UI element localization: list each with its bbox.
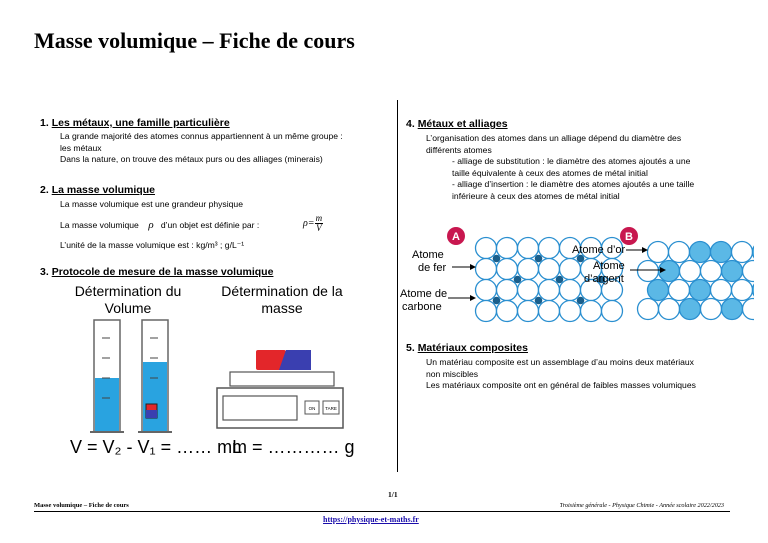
page-number: 1/1 — [388, 490, 398, 499]
iron-atom — [518, 301, 539, 322]
section-5-number: 5. — [406, 342, 415, 354]
section-2-line1: La masse volumique est une grandeur physique — [60, 199, 243, 209]
section-3-title: Protocole de mesure de la masse volumique — [51, 266, 274, 278]
section-4-body — [426, 133, 746, 202]
iron-atom — [497, 280, 518, 301]
caption-masse: Détermination de la masse — [221, 283, 343, 316]
silver-atom — [743, 299, 755, 320]
iron-atom — [497, 301, 518, 322]
silver-atom — [743, 261, 755, 282]
section-2-line2 — [60, 220, 259, 232]
silver-atom — [648, 242, 669, 263]
section-5-heading — [406, 342, 528, 354]
iron-atom — [518, 238, 539, 259]
gold-atom — [648, 280, 669, 301]
formula-lhs: ρ= — [303, 218, 315, 229]
carbon-atom — [535, 297, 543, 305]
section-1-line: les métaux — [60, 142, 102, 153]
section-5-title: Matériaux composites — [417, 342, 528, 354]
caption-volume: Détermination du Volume — [74, 283, 182, 316]
section-4-title: Métaux et alliages — [417, 118, 508, 130]
iron-atom — [518, 280, 539, 301]
section-1-body — [60, 131, 400, 166]
gold-atom — [722, 261, 743, 282]
section-4-line: L’organisation des atomes dans un alliage dépend du diamètre des — [426, 133, 682, 143]
carbon-atom — [556, 276, 564, 284]
section-5-line: non miscibles — [426, 368, 479, 379]
silver-atom — [732, 280, 753, 301]
section-1-line: La grande majorité des atomes connus appartiennent à un même groupe : — [60, 131, 343, 141]
volume-formula: V = V₂ - V₁ = …… mL — [70, 437, 243, 457]
balance-illustration — [215, 346, 345, 430]
silver-atom — [701, 299, 722, 320]
silver-atom — [701, 261, 722, 282]
iron-atom — [497, 259, 518, 280]
iron-atom — [602, 301, 623, 322]
section-2-heading — [40, 184, 155, 196]
density-formula — [303, 214, 323, 233]
mass-formula: m = ………… g — [232, 437, 355, 457]
formula-fraction — [315, 214, 324, 233]
carbon-atom — [577, 297, 585, 305]
section-1-heading — [40, 117, 230, 129]
page-title: Masse volumique – Fiche de cours — [34, 28, 355, 53]
tare-button-label: TARE — [325, 406, 337, 411]
section-4-sub1b: taille équivalente à ceux des atomes de métal initial — [452, 167, 648, 178]
gold-atom — [753, 242, 755, 263]
iron-atom — [476, 301, 497, 322]
label-carbone: Atome de carbone — [400, 288, 448, 313]
gold-atom — [680, 299, 701, 320]
silver-atom — [669, 280, 690, 301]
silver-atom — [669, 242, 690, 263]
iron-atom — [518, 259, 539, 280]
iron-atom — [539, 259, 560, 280]
carbon-atom — [493, 255, 501, 263]
label-fer: Atome de fer — [412, 249, 447, 274]
section-5-line: Un matériau composite est un assemblage d’au moins deux matériaux — [426, 357, 694, 367]
silver-atom — [711, 280, 732, 301]
iron-atom — [539, 301, 560, 322]
iron-atom — [497, 238, 518, 259]
rho-symbol: ρ — [148, 219, 154, 231]
iron-atom — [476, 238, 497, 259]
site-link[interactable]: https://physique-et-maths.fr — [323, 515, 419, 524]
section-4-sub1a: - alliage de substitution : le diamètre des atomes ajoutés a une — [452, 156, 691, 166]
section-2-line3: L’unité de la masse volumique est : kg/m³ ; g/L⁻¹ — [60, 240, 245, 250]
section-2-title: La masse volumique — [51, 184, 155, 196]
section-4-line: différents atomes — [426, 144, 492, 155]
section-2-line2-start: La masse volumique — [60, 220, 139, 230]
graduated-cylinders-illustration — [80, 318, 180, 436]
gold-atom — [753, 280, 755, 301]
gold-atom — [690, 280, 711, 301]
section-4-heading — [406, 118, 508, 130]
cylinder-2 — [138, 320, 172, 432]
section-4-number: 4. — [406, 118, 415, 130]
silver-atom — [638, 261, 659, 282]
section-5-body — [426, 357, 746, 392]
section-2-line2-end: d’un objet est définie par : — [160, 220, 260, 230]
section-5-line: Les matériaux composite ont en général de faibles masses volumiques — [426, 380, 696, 390]
gold-atom — [711, 242, 732, 263]
silver-atom — [680, 261, 701, 282]
silver-atom — [638, 299, 659, 320]
label-argent: Atome d’argent — [584, 260, 625, 285]
cylinder-1 — [90, 320, 124, 432]
formula-denominator: V — [316, 223, 322, 233]
balance-display — [223, 396, 297, 420]
substitution-grid-b — [638, 242, 755, 320]
balance-plate — [230, 372, 334, 386]
section-1-title: Les métaux, une famille particulière — [51, 117, 230, 129]
silver-atom — [732, 242, 753, 263]
section-1-line: Dans la nature, on trouve des métaux purs ou des alliages (minerais) — [60, 154, 323, 164]
footer-right: Troisième générale - Physique Chimie - Année scolaire 2022/2023 — [559, 502, 724, 509]
iron-atom — [581, 301, 602, 322]
gold-atom — [690, 242, 711, 263]
section-3-heading — [40, 266, 273, 278]
badge-a-label: A — [452, 231, 460, 243]
alloy-diagrams — [398, 222, 754, 332]
iron-atom — [560, 301, 581, 322]
section-4-sub2a: - alliage d’insertion : le diamètre des atomes ajoutés a une taille — [452, 179, 695, 189]
carbon-atom — [535, 255, 543, 263]
badge-b-label: B — [625, 231, 633, 243]
formula-numerator: m — [315, 213, 323, 223]
iron-atom — [539, 238, 560, 259]
gold-atom — [722, 299, 743, 320]
on-button-label: ON — [308, 406, 316, 411]
carbon-atom — [493, 297, 501, 305]
iron-atom — [560, 280, 581, 301]
iron-atom — [476, 280, 497, 301]
label-or: Atome d’or — [572, 244, 626, 256]
footer-left: Masse volumique – Fiche de cours — [34, 502, 129, 509]
iron-atom — [476, 259, 497, 280]
section-3-number: 3. — [40, 266, 49, 278]
section-4-sub2b: inférieure à ceux des atomes de métal initial — [452, 190, 620, 201]
section-2-number: 2. — [40, 184, 49, 196]
section-1-number: 1. — [40, 117, 49, 129]
silver-atom — [659, 299, 680, 320]
iron-atom — [539, 280, 560, 301]
footer-rule — [34, 511, 730, 512]
iron-atom — [560, 259, 581, 280]
carbon-atom — [514, 276, 522, 284]
